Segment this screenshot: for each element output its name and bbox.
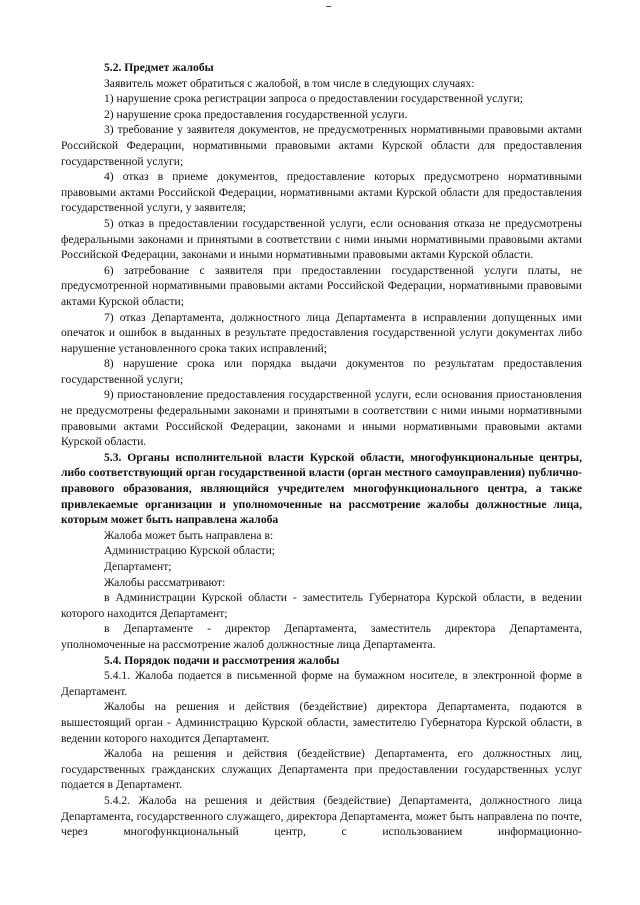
paragraph: Жалоба на решения и действия (бездействие) Департамента, его должностных лиц, государственных гражданских служащих Департамента при предоставлении государственных услуг подается в Департамент. xyxy=(61,747,582,792)
paragraph: в Департаменте - директор Департамента, заместитель директора Департамента, уполномоченные на рассмотрение жалоб должностные лица Департамента. xyxy=(61,622,582,651)
list-item: 4) отказ в приеме документов, предоставление которых предусмотрено нормативными правовыми актами Российской Федерации, нормативными актами Курской области для предоставления государственной услуги, у заявителя; xyxy=(61,170,582,215)
paragraph: Жалобы на решения и действия (бездействие) директора Департамента, подаются в вышестоящий орган - Администрацию Курской области, заместителю Губернатора Курской области, в ведении которого находится Департамент. xyxy=(61,700,582,745)
document-body xyxy=(61,60,582,840)
paragraph: 5.4.1. Жалоба подается в письменной форме на бумажном носителе, в электронной форме в Департамент. xyxy=(61,669,582,698)
list-item: 6) затребование с заявителя при предоставлении государственной услуги платы, не предусмотренной нормативными правовыми актами Российской Федерации, нормативными правовыми актами Курской области; xyxy=(61,263,582,308)
list-item: 9) приостановление предоставления государственной услуги, если основания приостановления не предусмотрены федеральными законами и принятыми в соответствии с ними иными нормативными правовыми актами Российской Федерации, законами и иными нормативными правовыми актами Курской области. xyxy=(61,388,582,449)
list-item: 1) нарушение срока регистрации запроса о предоставлении государственной услуги; xyxy=(104,92,523,106)
section-5-2-intro: Заявитель может обратиться с жалобой, в том числе в следующих случаях: xyxy=(104,76,475,90)
paragraph: Администрацию Курской области; xyxy=(104,544,276,558)
list-item: 7) отказ Департамента, должностного лица Департамента в исправлении допущенных ими опечаток и ошибок в выданных в результате предоставления государственной услуги документах либо нарушение установленного срока таких исправлений; xyxy=(61,310,582,355)
list-item: 3) требование у заявителя документов, не предусмотренных нормативными правовыми актами Российской Федерации, нормативными правовыми актами Курской области для предоставления государственной услуги; xyxy=(61,123,582,168)
list-item: 5) отказ в предоставлении государственной услуги, если основания отказа не предусмотрены федеральными законами и принятыми в соответствии с ними иными нормативными правовыми актами Российской Федерации, законами и иными нормативными правовыми актами Курской области. xyxy=(61,216,582,262)
scan-mark xyxy=(326,6,331,7)
paragraph: Департамент; xyxy=(104,560,172,573)
paragraph: 5.4.2. Жалоба на решения и действия (бездействие) Департамента, должностного лица Департамента, государственного служащего, директора Департамента, может быть направлена по почте, через многофункциональный центр, с использованием информационно- xyxy=(61,793,582,839)
section-5-3-heading: 5.3. Органы исполнительной власти Курской области, многофункциональные центры, либо соответствующий орган государственной власти (орган местного самоуправления) публично-правового образования, являющийся учредителем многофункционального центра, а также привлекаемые организации и уполномоченные на рассмотрение жалобы должностные лица, которым может быть направлена жалоба xyxy=(61,450,582,527)
paragraph: Жалоба может быть направлена в: xyxy=(104,528,274,542)
paragraph: Жалобы рассматривают: xyxy=(104,575,226,589)
list-item: 2) нарушение срока предоставления государственной услуги. xyxy=(104,107,408,121)
list-item: 8) нарушение срока или порядка выдачи документов по результатам предоставления государственной услуги; xyxy=(61,357,582,386)
paragraph: в Администрации Курской области - заместитель Губернатора Курской области, в ведении которого находится Департамент; xyxy=(61,591,582,620)
section-5-2-heading: 5.2. Предмет жалобы xyxy=(104,61,214,74)
section-5-4-heading: 5.4. Порядок подачи и рассмотрения жалобы xyxy=(104,653,340,667)
